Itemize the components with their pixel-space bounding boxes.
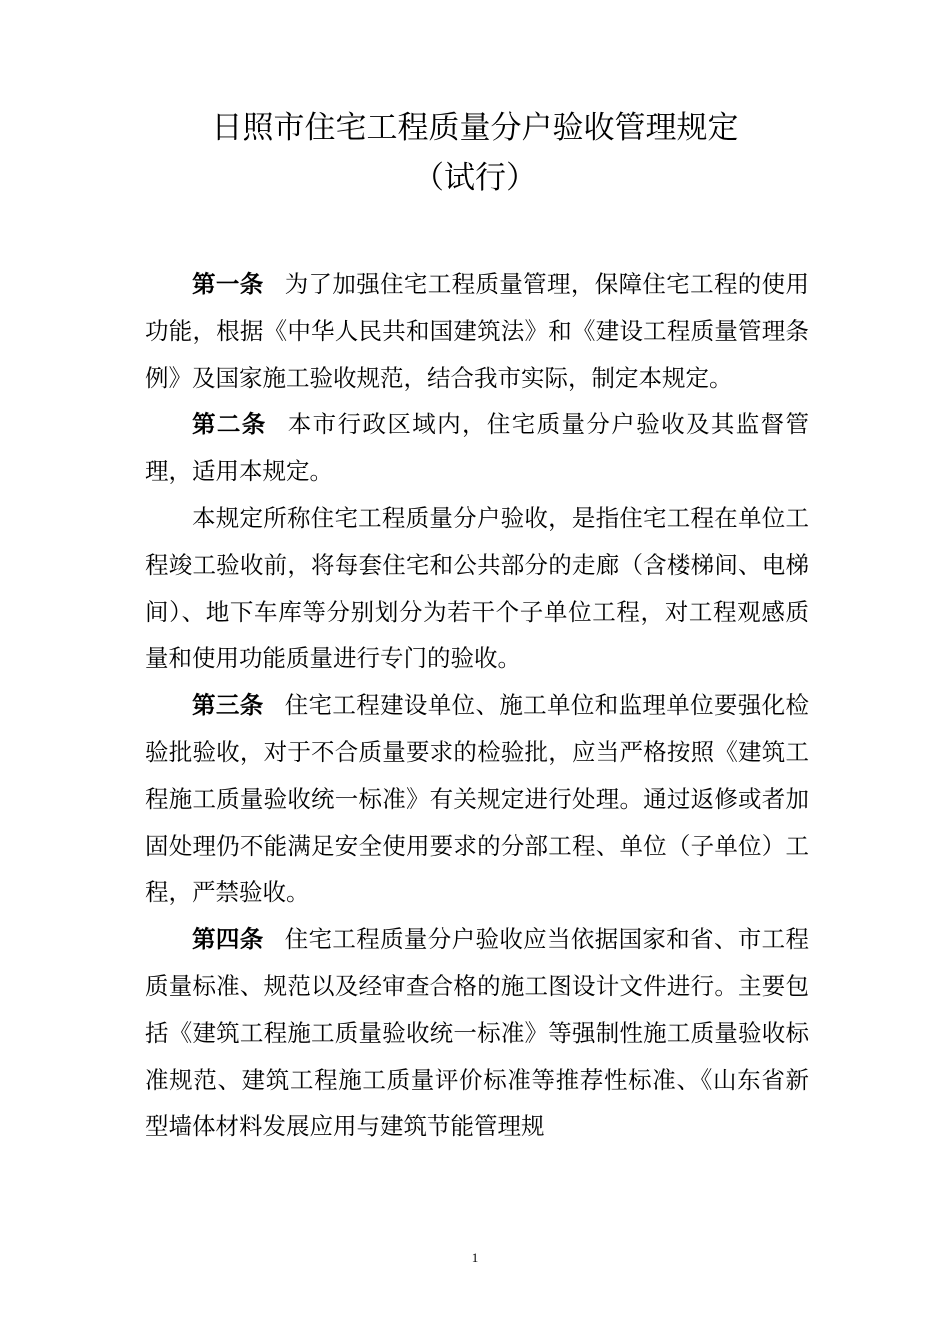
- paragraph-article-2: [145, 401, 809, 495]
- paragraph-article-2-definition: [145, 495, 809, 682]
- paragraph-text: 住宅工程建设单位、施工单位和监理单位要强化检验批验收，对于不合质量要求的检验批，应当严格按照《建筑工程施工质量验收统一标准》有关规定进行处理。通过返修或者加固处理仍不能满足安全使用要求的分部工程、单位（子单位）工程，严禁验收。: [145, 691, 810, 907]
- paragraph-text: 为了加强住宅工程质量管理，保障住宅工程的使用功能，根据《中华人民共和国建筑法》和《建设工程质量管理条例》及国家施工验收规范，结合我市实际，制定本规定。: [145, 270, 810, 392]
- paragraph-article-1: [145, 261, 809, 401]
- document-subtitle: （试行）: [413, 160, 537, 196]
- article-label: 第二条: [192, 410, 267, 439]
- paragraph-text: 本市行政区域内，住宅质量分户验收及其监督管理，适用本规定。: [145, 410, 810, 486]
- paragraph-article-3: [145, 682, 809, 916]
- paragraph-article-4: [145, 916, 809, 1150]
- article-label: 第三条: [192, 691, 264, 720]
- paragraph-text: 本规定所称住宅工程质量分户验收，是指住宅工程在单位工程竣工验收前，将每套住宅和公共部分的走廊（含楼梯间、电梯间）、地下车库等分别划分为若干个子单位工程，对工程观感质量和使用功能质量进行专门的验收。: [145, 503, 809, 673]
- document-body: [145, 261, 809, 1150]
- article-label: 第一条: [192, 270, 264, 298]
- paragraph-text: 住宅工程质量分户验收应当依据国家和省、市工程质量标准、规范以及经审查合格的施工图设计文件进行。主要包括《建筑工程施工质量验收统一标准》等强制性施工质量验收标准规范、建筑工程施工质量评价标准等推荐性标准、《山东省新型墙体材料发展应用与建筑节能管理规: [145, 925, 810, 1141]
- document-title: 日照市住宅工程质量分户验收管理规定: [211, 110, 739, 146]
- page-number: 1: [471, 1250, 479, 1265]
- article-label: 第四条: [192, 925, 264, 954]
